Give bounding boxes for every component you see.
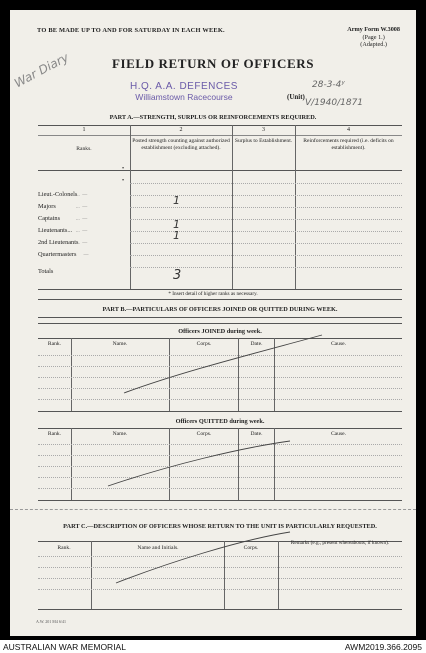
credit-right: AWM2019.366.2095 [344,642,422,652]
posted-value: 1 [173,218,180,231]
partc-col-rank: Rank. [57,545,71,551]
part-b-title: PART B.—PARTICULARS OF OFFICERS JOINED OR QUITTED DURING WEEK. [102,306,338,313]
joined-col-cause: Cause. [330,341,347,347]
print-code: A.W. 201 M4 6/41 [36,619,66,624]
part-a-note: * Insert detail of higher ranks as necessary. [168,291,258,297]
stroke-part-c [116,532,290,583]
partc-col-corps: Corps. [243,545,259,551]
quitted-col-name: Name. [112,431,128,437]
stroke-quitted [108,441,290,486]
margin-note: War Diary [12,50,71,91]
stamp-line-1: H.Q. A.A. DEFENCES [130,81,238,92]
cancellation-strokes [10,10,416,636]
leader-dots: ... — ... — ... — ... — ... — — [76,193,89,258]
rank-label: Quartermasters [38,251,77,258]
partc-col-remarks: Remarks (e.g., present whereabouts, if known). [290,540,390,546]
credit-left: AUSTRALIAN WAR MEMORIAL [3,642,126,652]
col-number: 3 [262,127,265,133]
quitted-heading: Officers QUITTED during week. [175,418,265,425]
bullet: • [122,178,125,184]
rank-label: Majors [38,203,56,210]
joined-col-name: Name. [112,341,128,347]
top-note: TO BE MADE UP TO AND FOR SATURDAY IN EACH WEEK. [37,27,225,34]
header-reinforcements: Reinforcements required (i.e. deficits on establishment). [303,138,394,151]
header-surplus: Surplus to Establishment. [234,138,293,144]
bullet: • [122,166,125,172]
quitted-col-date: Date. [250,431,263,437]
header-posted-strength: Posted strength counting against authorized establishment (excluding attached). [132,138,230,151]
joined-col-rank: Rank. [47,341,62,347]
partc-col-name: Name and Initials. [137,545,179,551]
rank-label: Totals [38,268,54,275]
posted-value: 1 [173,194,180,207]
joined-heading: Officers JOINED during week. [178,328,262,335]
form-page [10,10,416,636]
quitted-col-corps: Corps. [196,431,212,437]
rank-label: 2nd Lieutenants [38,239,79,246]
part-c-title: PART C.—DESCRIPTION OF OFFICERS WHOSE RETURN TO THE UNIT IS PARTICULARLY REQUESTED. [63,523,377,530]
joined-col-corps: Corps. [196,341,212,347]
posted-total: 3 [173,268,182,283]
joined-col-date: Date. [250,341,263,347]
stamp-line-2: Williamstown Racecourse [135,92,233,102]
stroke-joined [124,335,322,393]
rank-label: Lieutenants... [38,227,73,234]
part-a-title: PART A.—STRENGTH, SURPLUS OR REINFORCEMENTS REQUIRED. [109,114,317,121]
rank-label: Captains [38,215,61,222]
quitted-col-cause: Cause. [330,431,347,437]
col-number: 1 [82,127,86,133]
handwritten-reference: V/1940/1871 [305,98,364,108]
form-page: (Page 1.) [362,33,385,41]
rank-label: Lieut.-Colonels [38,191,78,198]
handwritten-date: 28-3-4ʸ [312,80,345,90]
form-adapted: (Adapted.) [360,41,387,48]
quitted-col-rank: Rank. [47,431,62,437]
header-ranks: Ranks. [76,146,92,152]
form-title: FIELD RETURN OF OFFICERS [111,56,315,71]
col-number: 4 [347,127,350,133]
posted-value: 1 [173,229,180,242]
unit-label: (Unit) [287,93,305,101]
col-number: 2 [179,127,183,133]
form-code: Army Form W.3008 [347,26,400,33]
